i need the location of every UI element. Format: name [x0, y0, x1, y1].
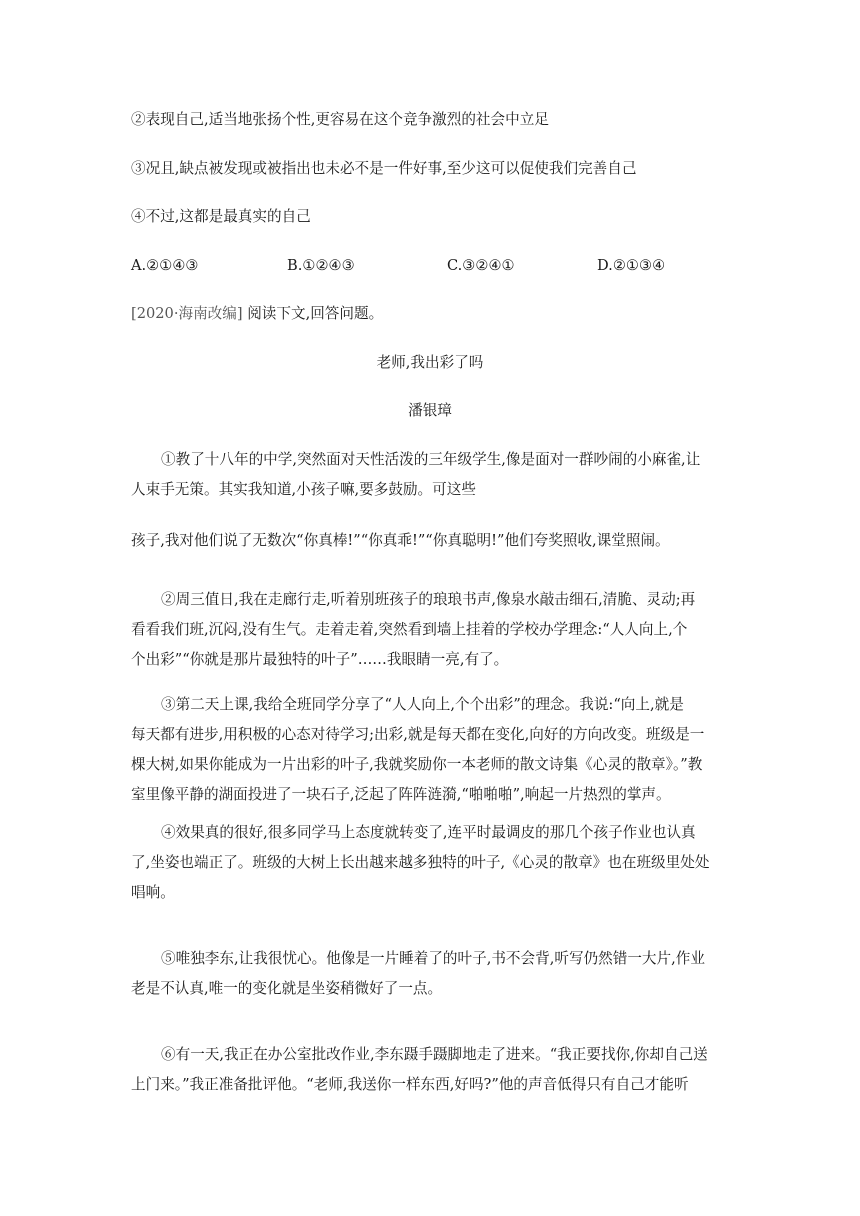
source-instruction: 阅读下文,回答问题。: [247, 305, 384, 322]
paragraph-line: 每天都有进步,用积极的心态对待学习;出彩,就是每天都在变化,向好的方向改变。班级是一: [131, 726, 705, 743]
paragraph-line: ③第二天上课,我给全班同学分享了“人人向上,个个出彩”的理念。我说:“向上,就是: [161, 696, 684, 713]
question-source: [131, 304, 383, 324]
paragraph-line: 了,坐姿也端正了。班级的大树上长出越来越多独特的叶子,《心灵的散章》也在班级里处处: [131, 854, 710, 871]
paragraph-line: ⑤唯独李东,让我很忧心。他像是一片睡着了的叶子,书不会背,听写仍然错一大片,作业: [161, 950, 705, 967]
article-title: 老师,我出彩了吗: [376, 354, 484, 371]
paragraph-2: [131, 585, 733, 675]
paragraph-4: [131, 818, 733, 908]
paragraph-line: ④效果真的很好,很多同学马上态度就转变了,连平时最调皮的那几个孩子作业也认真: [161, 824, 696, 841]
source-tag: [2020·海南改编]: [131, 305, 243, 322]
paragraph-line: 看看我们班,沉闷,没有生气。走着走着,突然看到墙上挂着的学校办学理念:“人人向上,个: [131, 621, 688, 638]
option-3: ③况且,缺点被发现或被指出也未必不是一件好事,至少这可以促使我们完善自己: [131, 160, 637, 177]
choice-a: A.②①④③: [131, 257, 199, 274]
paragraph-1: [131, 445, 733, 505]
option-2: ②表现自己,适当地张扬个性,更容易在这个竞争激烈的社会中立足: [131, 111, 549, 128]
paragraph-line: ②周三值日,我在走廊行走,听着别班孩子的琅琅书声,像泉水敲击细石,清脆、灵动;再: [161, 591, 696, 608]
paragraph-line: 室里像平静的湖面投进了一块石子,泛起了阵阵涟漪,“啪啪啪”,响起一片热烈的掌声。: [131, 786, 671, 803]
paragraph-line: 棵大树,如果你能成为一片出彩的叶子,我就奖励你一本老师的散文诗集《心灵的散章》。”教: [131, 756, 703, 773]
choice-b: B.①②④③: [287, 257, 355, 274]
option-4: ④不过,这都是最真实的自己: [131, 208, 311, 225]
paragraph-5: [131, 944, 733, 1004]
paragraph-1-continued: [131, 526, 733, 556]
paragraph-line: 上门来。”我正准备批评他。“老师,我送你一样东西,好吗?”他的声音低得只有自己才能听: [131, 1076, 689, 1093]
choice-c: C.③②④①: [447, 257, 515, 274]
paragraph-line: 唱响。: [131, 884, 175, 901]
paragraph-6: [131, 1040, 733, 1100]
article-author: 潘银璋: [408, 402, 452, 419]
paragraph-line: ⑥有一天,我正在办公室批改作业,李东蹑手蹑脚地走了进来。“我正要找你,你却自己送: [161, 1046, 708, 1063]
paragraph-line: 个出彩”“你就是那片最独特的叶子”……我眼睛一亮,有了。: [131, 651, 509, 668]
paragraph-line: ①教了十八年的中学,突然面对天性活泼的三年级学生,像是面对一群吵闹的小麻雀,让: [161, 451, 701, 468]
paragraph-line: 孩子,我对他们说了无数次“你真棒!”“你真乖!”“你真聪明!”他们夸奖照收,课堂照闹。: [131, 532, 670, 549]
paragraph-line: 人束手无策。其实我知道,小孩子嘛,要多鼓励。可这些: [131, 481, 476, 498]
paragraph-line: 老是不认真,唯一的变化就是坐姿稍微好了一点。: [131, 980, 443, 997]
choice-d: D.②①③④: [597, 257, 666, 274]
paragraph-3: [131, 690, 733, 810]
